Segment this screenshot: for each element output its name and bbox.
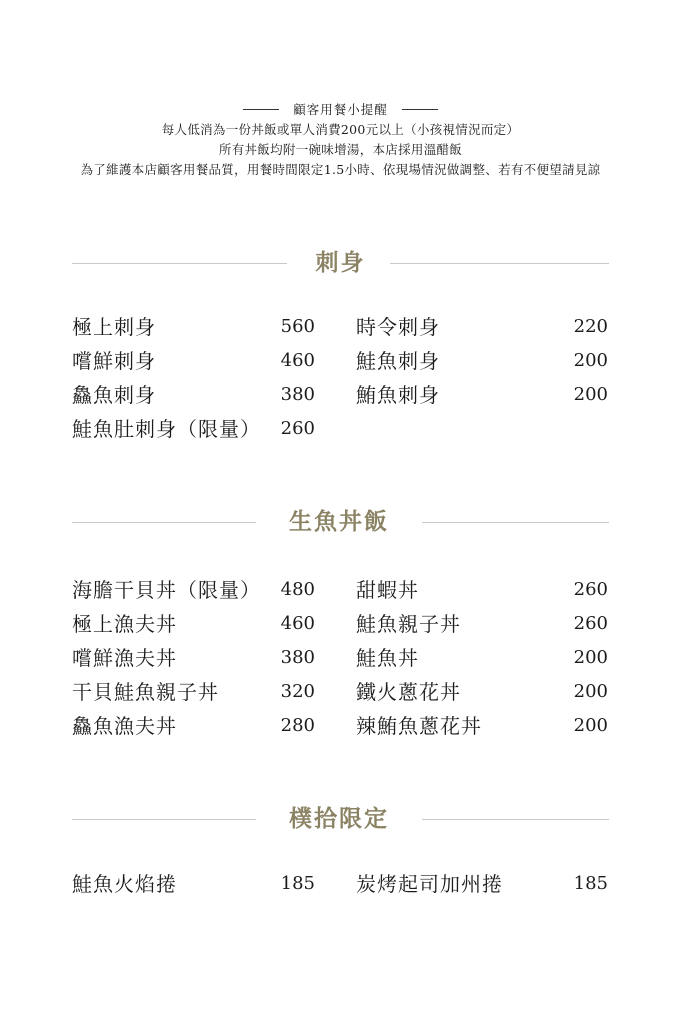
section-header-limited <box>72 799 609 839</box>
notice-block <box>0 98 681 180</box>
menu-item-price: 260 <box>280 418 315 439</box>
menu-item <box>72 709 315 743</box>
notice-line-soup: 所有丼飯均附一碗味增湯，本店採用溫醋飯 <box>218 142 463 157</box>
notice-left-dash <box>243 109 279 110</box>
menu-item-name: 鮭魚丼 <box>356 646 419 670</box>
menu-item-name: 極上漁夫丼 <box>72 612 177 636</box>
notice-title: 顧客用餐小提醒 <box>293 102 388 117</box>
section-rule-left <box>72 522 256 523</box>
section-title-sashimi: 刺身 <box>315 249 366 276</box>
section-header-donburi <box>72 502 609 542</box>
menu-item <box>356 675 608 709</box>
menu-item-price: 460 <box>280 613 315 634</box>
menu-item-name: 極上刺身 <box>72 315 156 339</box>
menu-item-price: 200 <box>573 350 608 371</box>
menu-item-name: 鮭魚火焰捲 <box>72 872 177 896</box>
menu-item-price: 260 <box>573 579 608 600</box>
menu-item <box>72 412 315 446</box>
menu-item-price: 560 <box>280 316 315 337</box>
menu-item <box>72 867 315 901</box>
menu-item <box>72 675 315 709</box>
menu-item <box>72 378 315 412</box>
menu-item <box>72 310 315 344</box>
menu-item-name: 嚐鮮漁夫丼 <box>72 646 177 670</box>
menu-item-price: 200 <box>573 647 608 668</box>
section-rule-right <box>422 819 609 820</box>
menu-item-price: 185 <box>573 873 608 894</box>
menu-item <box>356 310 608 344</box>
menu-item-name: 鮭魚親子丼 <box>356 612 461 636</box>
menu-item-price: 380 <box>280 647 315 668</box>
menu-item-price: 200 <box>573 681 608 702</box>
section-rule-left <box>72 819 256 820</box>
menu-item-price: 200 <box>573 384 608 405</box>
menu-item <box>72 344 315 378</box>
menu-item-name: 鱻魚漁夫丼 <box>72 714 177 738</box>
menu-item-name: 鮭魚肚刺身（限量） <box>72 417 261 441</box>
menu-item-price: 460 <box>280 350 315 371</box>
menu-item-name: 海膽干貝丼（限量） <box>72 578 261 602</box>
menu-item-price: 320 <box>280 681 315 702</box>
menu-item <box>72 573 315 607</box>
menu-item-name: 干貝鮭魚親子丼 <box>72 680 219 704</box>
menu-item <box>72 607 315 641</box>
menu-item-price: 200 <box>573 715 608 736</box>
menu-item-price: 280 <box>280 715 315 736</box>
notice-line-time-limit: 為了維護本店顧客用餐品質，用餐時間限定1.5小時、依現場情況做調整、若有不便望請見諒 <box>80 162 601 177</box>
menu-item-name: 甜蝦丼 <box>356 578 419 602</box>
menu-item <box>356 378 608 412</box>
menu-item-name: 鮭魚刺身 <box>356 349 440 373</box>
menu-item <box>356 607 608 641</box>
menu-item-price: 185 <box>280 873 315 894</box>
menu-item-price: 380 <box>280 384 315 405</box>
menu-item <box>356 641 608 675</box>
menu-item-name: 鱻魚刺身 <box>72 383 156 407</box>
menu-item-name: 嚐鮮刺身 <box>72 349 156 373</box>
menu-item <box>356 709 608 743</box>
section-rule-right <box>390 263 609 264</box>
menu-item-name: 鐵火蔥花丼 <box>356 680 461 704</box>
notice-line-minimum: 每人低消為一份丼飯或單人消費200元以上（小孩視情況而定） <box>161 122 520 137</box>
notice-title-row <box>0 98 681 120</box>
section-title-donburi: 生魚丼飯 <box>289 508 389 535</box>
section-rule-left <box>72 263 287 264</box>
menu-item-price: 220 <box>573 316 608 337</box>
menu-item <box>356 573 608 607</box>
menu-item-name: 辣鮪魚蔥花丼 <box>356 714 482 738</box>
menu-item <box>356 344 608 378</box>
menu-item-price: 480 <box>280 579 315 600</box>
menu-item-name: 時令刺身 <box>356 315 440 339</box>
menu-item-price: 260 <box>573 613 608 634</box>
menu-item-name: 炭烤起司加州捲 <box>356 872 503 896</box>
notice-right-dash <box>402 109 438 110</box>
menu-item <box>72 641 315 675</box>
section-title-limited: 樸拾限定 <box>289 805 389 832</box>
menu-item-name: 鮪魚刺身 <box>356 383 440 407</box>
menu-item <box>356 867 608 901</box>
section-rule-right <box>422 522 609 523</box>
section-header-sashimi <box>72 243 609 283</box>
